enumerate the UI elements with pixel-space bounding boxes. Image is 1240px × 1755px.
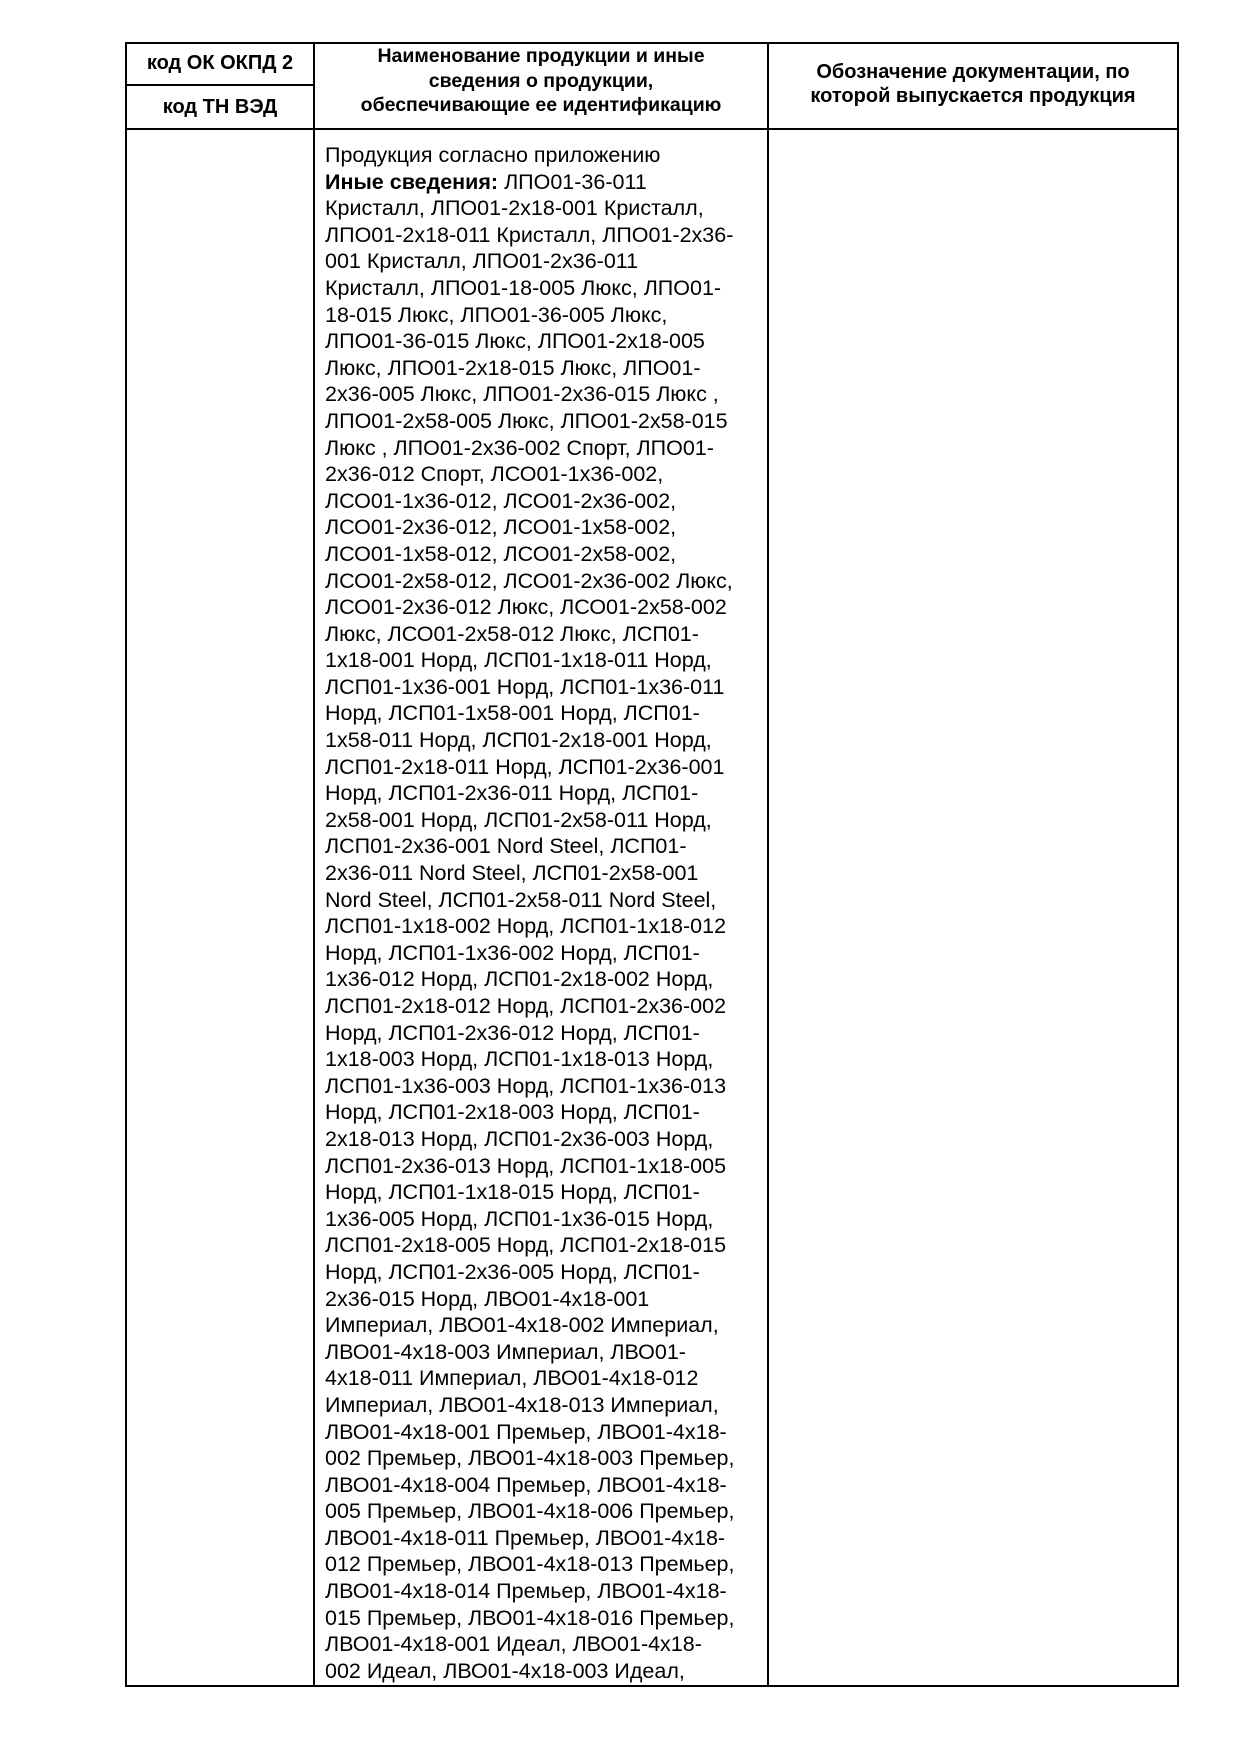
header-product-name: Наименование продукции и иные сведения о продукции, обеспечивающие ее идентификацию	[360, 45, 722, 116]
col1-header-split	[127, 84, 315, 86]
header-documentation: Обозначение документации, по которой выпускается продукция	[810, 61, 1136, 107]
other-info-label: Иные сведения:	[325, 169, 499, 194]
product-table	[125, 42, 1179, 1687]
header-tnved-code: код ТН ВЭД	[162, 96, 278, 118]
intro-text: Продукция согласно приложению	[325, 143, 661, 167]
header-okpd-code: код ОК ОКПД 2	[146, 52, 294, 74]
column-divider-2	[767, 44, 769, 1685]
column-divider-1	[313, 44, 315, 1685]
product-description	[325, 142, 765, 1684]
other-info-text: ЛПО01-36-011 Кристалл, ЛПО01-2х18-001 Кристалл, ЛПО01-2х18-011 Кристалл, ЛПО01-2х36- 001 Кристалл, ЛПО01-2х36-011 Кристалл, ЛПО01-18-005 Люкс, ЛПО01- 18-015 Люкс, ЛПО01-36-005 Люкс, ЛПО01-36-015 Люкс, ЛПО01-2х18-005 Люкс, ЛПО01-2х18-015 Люкс, ЛПО01- 2х36-005 Люкс, ЛПО01-2х36-015 Люкс , ЛПО01-2х58-005 Люкс, ЛПО01-2х58-015 Люкс , ЛПО01-2х36-002 Спорт, ЛПО01- 2х36-012 Спорт, ЛСО01-1х36-002, ЛСО01-1х36-012, ЛСО01-2х36-002, ЛСО01-2х36-012, ЛСО01-1х58-002, ЛСО01-1х58-012, ЛСО01-2х58-002, ЛСО01-2х58-012, ЛСО01-2х36-002 Люкс, ЛСО01-2х36-012 Люкс, ЛСО01-2х58-002 Люкс, ЛСО01-2х58-012 Люкс, ЛСП01- 1х18-001 Норд, ЛСП01-1х18-011 Норд, ЛСП01-1х36-001 Норд, ЛСП01-1х36-011 Норд, ЛСП01-1х58-001 Норд, ЛСП01- 1х58-011 Норд, ЛСП01-2х18-001 Норд, ЛСП01-2х18-011 Норд, ЛСП01-2х36-001 Норд, ЛСП01-2х36-011 Норд, ЛСП01- 2х58-001 Норд, ЛСП01-2х58-011 Норд, ЛСП01-2х36-001 Nord Steel, ЛСП01- 2х36-011 Nord Steel, ЛСП01-2х58-001 Nord Steel, ЛСП01-2х58-011 Nord Steel, ЛСП01-1х18-002 Норд, ЛСП01-1х18-012 Норд, ЛСП01-1х36-002 Норд, ЛСП01- 1х36-012 Норд, ЛСП01-2х18-002 Норд, ЛСП01-2х18-012 Норд, ЛСП01-2х36-002 Норд, ЛСП01-2х36-012 Норд, ЛСП01- 1х18-003 Норд, ЛСП01-1х18-013 Норд, ЛСП01-1х36-003 Норд, ЛСП01-1х36-013 Норд, ЛСП01-2х18-003 Норд, ЛСП01- 2х18-013 Норд, ЛСП01-2х36-003 Норд, ЛСП01-2х36-013 Норд, ЛСП01-1х18-005 Норд, ЛСП01-1х18-015 Норд, ЛСП01- 1х36-005 Норд, ЛСП01-1х36-015 Норд, ЛСП01-2х18-005 Норд, ЛСП01-2х18-015 Норд, ЛСП01-2х36-005 Норд, ЛСП01- 2х36-015 Норд, ЛВО01-4х18-001 Империал, ЛВО01-4х18-002 Империал, ЛВО01-4х18-003 Империал, ЛВО01- 4х18-011 Империал, ЛВО01-4х18-012 Империал, ЛВО01-4х18-013 Империал, ЛВО01-4х18-001 Премьер, ЛВО01-4х18- 002 Премьер, ЛВО01-4х18-003 Премьер, ЛВО01-4х18-004 Премьер, ЛВО01-4х18- 005 Премьер, ЛВО01-4х18-006 Премьер, ЛВО01-4х18-011 Премьер, ЛВО01-4х18- 012 Премьер, ЛВО01-4х18-013 Премьер, ЛВО01-4х18-014 Премьер, ЛВО01-4х18- 015 Премьер, ЛВО01-4х18-016 Премьер, ЛВО01-4х18-001 Идеал, ЛВО01-4х18- 002 Идеал, ЛВО01-4х18-003 Идеал,	[325, 169, 735, 1683]
header-bottom-line	[127, 128, 1177, 130]
